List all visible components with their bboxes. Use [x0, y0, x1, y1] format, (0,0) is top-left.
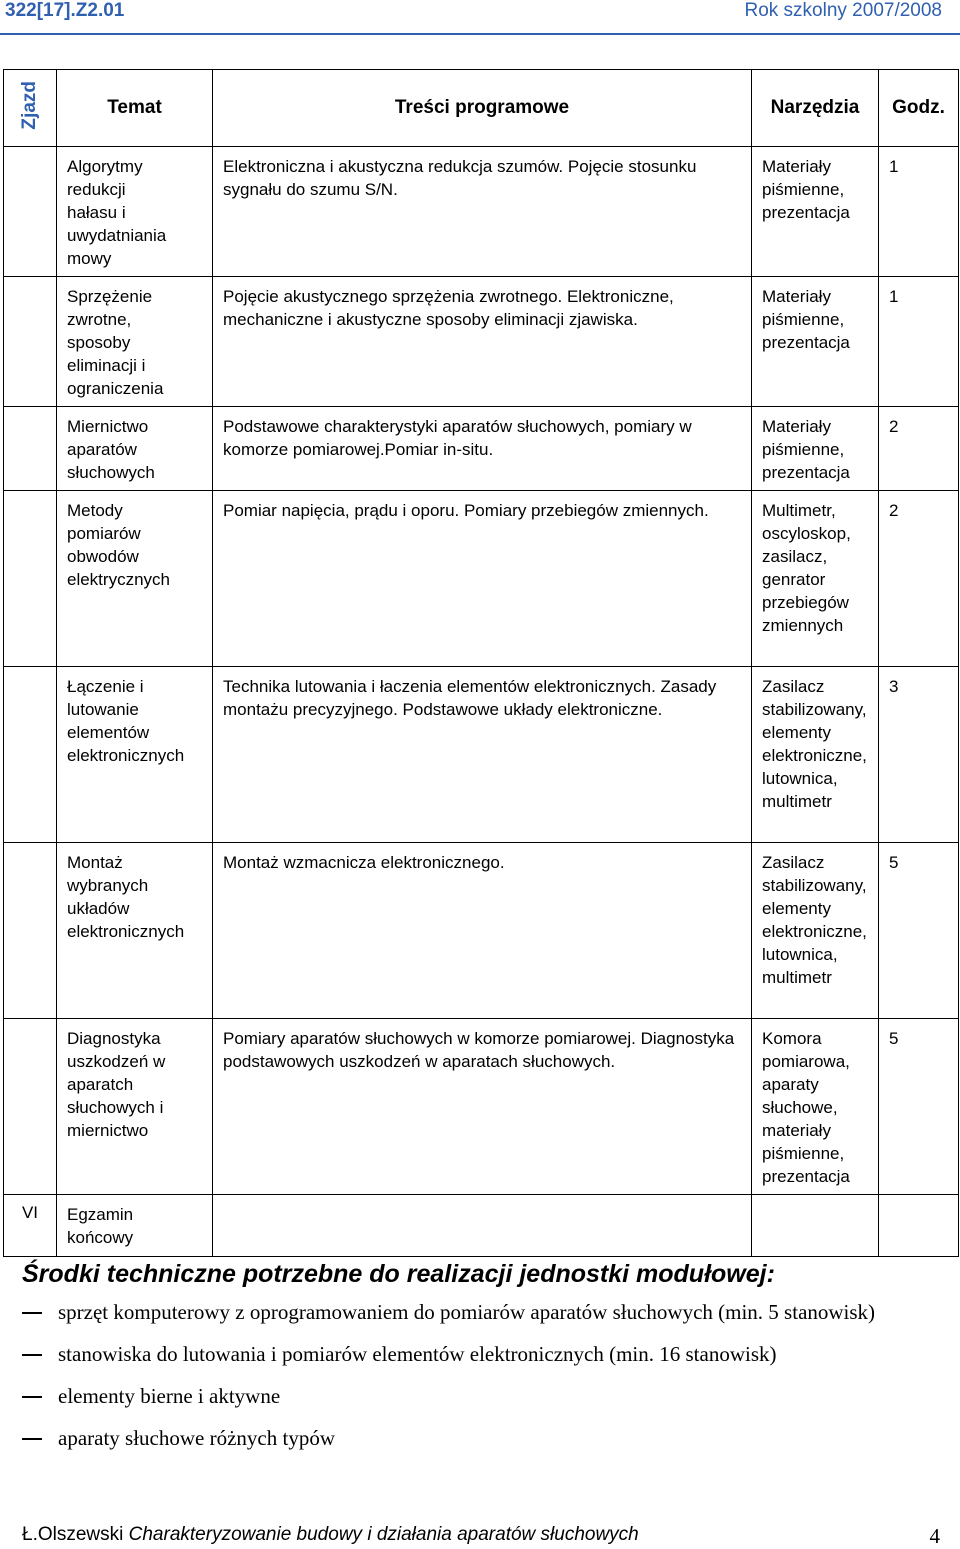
header-temat: Temat — [57, 70, 213, 147]
footer-title: Charakteryzowanie budowy i działania aparatów słuchowych — [128, 1524, 639, 1545]
cell-godz: 5 — [879, 843, 959, 1019]
list-item: sprzęt komputerowy z oprogramowaniem do pomiarów aparatów słuchowych (min. 5 stanowisk) — [22, 1298, 952, 1327]
program-table — [3, 69, 959, 1257]
cell-tresci: Podstawowe charakterystyki aparatów słuchowych, pomiary w komorze pomiarowej.Pomiar in-situ. — [213, 407, 752, 491]
header-tresci: Treści programowe — [213, 70, 752, 147]
page-number: 4 — [929, 1524, 940, 1548]
cell-tresci — [213, 1195, 752, 1257]
cell-narzedzia: Materiały piśmienne, prezentacja — [752, 407, 879, 491]
table-header-row — [4, 70, 959, 147]
footer-author: Ł.Olszewski — [22, 1524, 124, 1545]
cell-zjazd — [4, 491, 57, 667]
table-row — [4, 407, 959, 491]
header-godz: Godz. — [879, 70, 959, 147]
cell-godz: 1 — [879, 147, 959, 277]
header-zjazd: Zjazd — [4, 70, 57, 147]
table-row — [4, 277, 959, 407]
cell-temat: Metody pomiarów obwodów elektrycznych — [57, 491, 213, 667]
cell-tresci: Pomiar napięcia, prądu i oporu. Pomiary przebiegów zmiennych. — [213, 491, 752, 667]
dash-bullet — [22, 1438, 42, 1440]
cell-temat: Miernictwo aparatów słuchowych — [57, 407, 213, 491]
dash-bullet — [22, 1396, 42, 1398]
table-row — [4, 147, 959, 277]
dash-bullet — [22, 1354, 42, 1356]
footer — [22, 1524, 639, 1546]
equipment-list — [22, 1298, 952, 1466]
cell-godz: 3 — [879, 667, 959, 843]
cell-temat: Łączenie i lutowanie elementów elektronicznych — [57, 667, 213, 843]
cell-zjazd — [4, 843, 57, 1019]
header-divider — [0, 33, 960, 35]
cell-temat: Diagnostyka uszkodzeń w aparatch słuchowych i miernictwo — [57, 1019, 213, 1195]
cell-narzedzia: Multimetr, oscyloskop, zasilacz, genrator przebiegów zmiennych — [752, 491, 879, 667]
cell-zjazd — [4, 147, 57, 277]
cell-godz: 2 — [879, 407, 959, 491]
cell-narzedzia: Materiały piśmienne, prezentacja — [752, 147, 879, 277]
cell-narzedzia — [752, 1195, 879, 1257]
cell-temat: Sprzężenie zwrotne, sposoby eliminacji i ograniczenia — [57, 277, 213, 407]
cell-godz: 5 — [879, 1019, 959, 1195]
table-row — [4, 1019, 959, 1195]
cell-godz — [879, 1195, 959, 1257]
cell-zjazd — [4, 277, 57, 407]
cell-narzedzia: Zasilacz stabilizowany, elementy elektroniczne, lutownica, multimetr — [752, 843, 879, 1019]
header-narzedzia: Narzędzia — [752, 70, 879, 147]
cell-tresci: Pojęcie akustycznego sprzężenia zwrotnego. Elektroniczne, mechaniczne i akustyczne sposoby eliminacji zjawiska. — [213, 277, 752, 407]
cell-zjazd — [4, 407, 57, 491]
cell-temat: Egzamin końcowy — [57, 1195, 213, 1257]
list-item: elementy bierne i aktywne — [22, 1382, 952, 1411]
cell-tresci: Pomiary aparatów słuchowych w komorze pomiarowej. Diagnostyka podstawowych uszkodzeń w aparatach słuchowych. — [213, 1019, 752, 1195]
table-row — [4, 843, 959, 1019]
table-row — [4, 491, 959, 667]
list-item: stanowiska do lutowania i pomiarów elementów elektronicznych (min. 16 stanowisk) — [22, 1340, 952, 1369]
table-row — [4, 667, 959, 843]
cell-narzedzia: Materiały piśmienne, prezentacja — [752, 277, 879, 407]
cell-tresci: Montaż wzmacnicza elektronicznego. — [213, 843, 752, 1019]
cell-godz: 1 — [879, 277, 959, 407]
dash-bullet — [22, 1312, 42, 1314]
list-item: aparaty słuchowe różnych typów — [22, 1424, 952, 1453]
cell-temat: Algorytmy redukcji hałasu i uwydatniania mowy — [57, 147, 213, 277]
cell-temat: Montaż wybranych układów elektronicznych — [57, 843, 213, 1019]
cell-tresci: Elektroniczna i akustyczna redukcja szumów. Pojęcie stosunku sygnału do szumu S/N. — [213, 147, 752, 277]
document-code: 322[17].Z2.01 — [5, 0, 125, 21]
cell-narzedzia: Komora pomiarowa, aparaty słuchowe, materiały piśmienne, prezentacja — [752, 1019, 879, 1195]
cell-narzedzia: Zasilacz stabilizowany, elementy elektroniczne, lutownica, multimetr — [752, 667, 879, 843]
section-title: Środki techniczne potrzebne do realizacji jednostki modułowej: — [22, 1260, 775, 1288]
cell-zjazd — [4, 1019, 57, 1195]
school-year: Rok szkolny 2007/2008 — [744, 0, 942, 21]
cell-zjazd: VI — [4, 1195, 57, 1257]
cell-zjazd — [4, 667, 57, 843]
cell-tresci: Technika lutowania i łaczenia elementów elektronicznych. Zasady montażu precyzyjnego. Podstawowe układy elektroniczne. — [213, 667, 752, 843]
cell-godz: 2 — [879, 491, 959, 667]
table-row — [4, 1195, 959, 1257]
